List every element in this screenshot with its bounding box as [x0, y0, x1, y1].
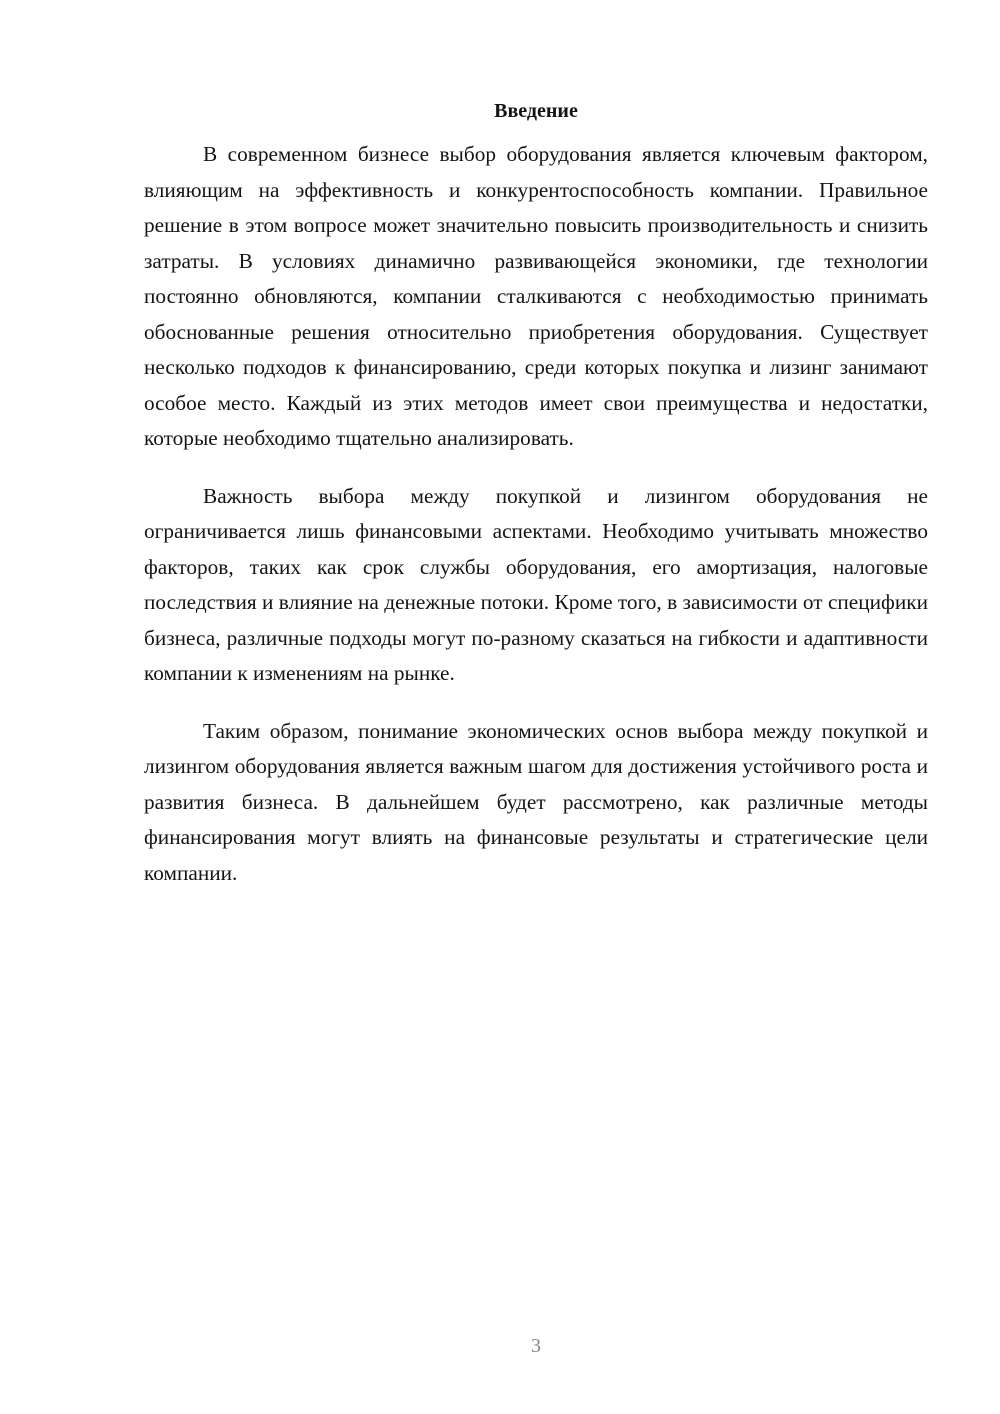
- paragraph-1: В современном бизнесе выбор оборудования является ключевым фактором, влияющим на эффективность и конкурентоспособность компании. Правильное решение в этом вопросе может значительно повысить производительность и снизить затраты. В условиях динамично развивающейся экономики, где технологии постоянно обновляются, компании сталкиваются с необходимостью принимать обоснованные решения относительно приобретения оборудования. Существует несколько подходов к финансированию, среди которых покупка и лизинг занимают особое место. Каждый из этих методов имеет свои преимущества и недостатки, которые необходимо тщательно анализировать.: [144, 142, 928, 450]
- paragraph-3: Таким образом, понимание экономических основ выбора между покупкой и лизингом оборудования является важным шагом для достижения устойчивого роста и развития бизнеса. В дальнейшем будет рассмотрено, как различные методы финансирования могут влиять на финансовые результаты и стратегические цели компании.: [144, 718, 928, 885]
- paragraph-2: Важность выбора между покупкой и лизингом оборудования не ограничивается лишь финансовыми аспектами. Необходимо учитывать множество факторов, таких как срок службы оборудования, его амортизация, налоговые последствия и влияние на денежные потоки. Кроме того, в зависимости от специфики бизнеса, различные подходы могут по-разному сказаться на гибкости и адаптивности компании к изменениям на рынке.: [144, 483, 928, 685]
- page-content: [144, 97, 928, 913]
- section-heading: Введение: [494, 100, 578, 122]
- page-number: 3: [531, 1335, 541, 1357]
